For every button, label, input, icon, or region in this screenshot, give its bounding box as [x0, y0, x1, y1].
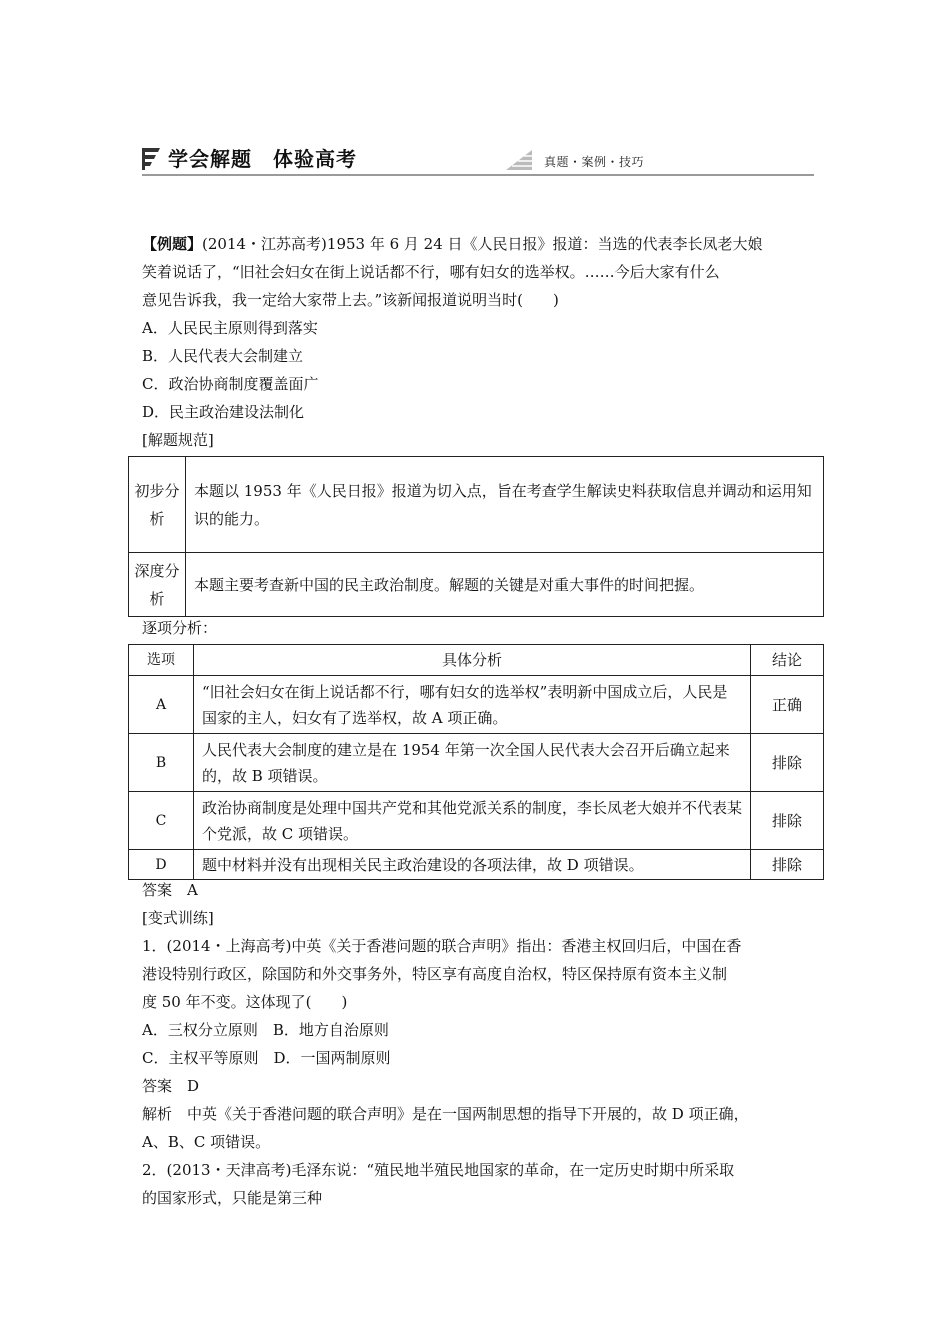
row-analysis: 政治协商制度是处理中国共产党和其他党派关系的制度，李长凤老大娘并不代表某个党派，故 C 项错误。 [194, 792, 751, 850]
analysis-text: 本题以 1953 年《人民日报》报道为切入点，旨在考查学生解读史料获取信息并调动和运用知识的能力。 [186, 457, 824, 553]
example-option-c: C．政治协商制度覆盖面广 [142, 375, 319, 393]
item-table [128, 644, 824, 880]
table-row [129, 457, 824, 553]
analysis-table [128, 456, 824, 617]
example-option-a: A．人民民主原则得到落实 [142, 319, 318, 337]
analysis-text: 本题主要考查新中国的民主政治制度。解题的关键是对重大事件的时间把握。 [186, 553, 824, 617]
answer-1: 答案 A [142, 881, 198, 899]
row-option: D [129, 850, 194, 880]
row-conclusion: 排除 [751, 734, 824, 792]
norm-label: [解题规范] [142, 431, 214, 449]
table-row [129, 850, 824, 880]
row-analysis: 题中材料并没有出现相关民主政治建设的各项法律，故 D 项错误。 [194, 850, 751, 880]
triangle-icon [506, 150, 532, 170]
q1-line-1: 1．(2014・上海高考)中英《关于香港问题的联合声明》指出：香港主权回归后，中国在香 [142, 937, 742, 955]
row-option: A [129, 676, 194, 734]
example-line-2: 笑着说话了，“旧社会妇女在街上说话都不行，哪有妇女的选举权。……今后大家有什么 [142, 263, 720, 281]
q1-line-2: 港设特别行政区，除国防和外交事务外，特区享有高度自治权，特区保持原有资本主义制 [142, 965, 728, 983]
q1-explain-1: 解析 中英《关于香港问题的联合声明》是在一国两制思想的指导下开展的，故 D 项正确， [142, 1105, 749, 1123]
example-text: (2014・江苏高考)1953 年 6 月 24 日《人民日报》报道：当选的代表李长凤老大娘 [202, 235, 763, 253]
analysis-label: 深度分析 [129, 553, 186, 617]
row-analysis: 人民代表大会制度的建立是在 1954 年第一次全国人民代表大会召开后确立起来的，故 B 项错误。 [194, 734, 751, 792]
banner-subtitle: 真题・案例・技巧 [544, 155, 645, 169]
q1-options-2: C．主权平等原则 D．一国两制原则 [142, 1049, 391, 1067]
row-conclusion: 排除 [751, 850, 824, 880]
q1-answer: 答案 D [142, 1077, 200, 1095]
row-option: C [129, 792, 194, 850]
q1-line-3: 度 50 年不变。这体现了( ) [142, 993, 348, 1011]
example-tag: 【例题】 [142, 235, 203, 253]
row-conclusion: 排除 [751, 792, 824, 850]
row-conclusion: 正确 [751, 676, 824, 734]
analysis-label: 初步分析 [129, 457, 186, 553]
example-option-d: D．民主政治建设法制化 [142, 403, 305, 421]
table-row [129, 553, 824, 617]
section-banner [142, 140, 814, 176]
example-line-1 [142, 230, 822, 258]
table-row [129, 676, 824, 734]
item-analysis-label: 逐项分析： [142, 619, 218, 637]
example-option-b: B．人民代表大会制建立 [142, 347, 304, 365]
stripes-icon [142, 148, 160, 170]
example-line-3: 意见告诉我，我一定给大家带上去。”该新闻报道说明当时( ) [142, 291, 559, 309]
header-conclusion: 结论 [751, 645, 824, 676]
variant-label: [变式训练] [142, 909, 214, 927]
table-row [129, 792, 824, 850]
banner-title: 学会解题 体验高考 [168, 147, 357, 171]
q2-line-1: 2．(2013・天津高考)毛泽东说：“殖民地半殖民地国家的革命，在一定历史时期中所采取 [142, 1161, 735, 1179]
row-analysis: “旧社会妇女在街上说话都不行，哪有妇女的选举权”表明新中国成立后，人民是国家的主人，妇女有了选举权，故 A 项正确。 [194, 676, 751, 734]
q1-options-1: A．三权分立原则 B．地方自治原则 [142, 1021, 389, 1039]
header-option: 选项 [129, 645, 194, 676]
table-header-row [129, 645, 824, 676]
q1-explain-2: A、B、C 项错误。 [142, 1133, 271, 1151]
table-row [129, 734, 824, 792]
header-analysis: 具体分析 [194, 645, 751, 676]
row-option: B [129, 734, 194, 792]
q2-line-2: 的国家形式，只能是第三种 [142, 1189, 323, 1207]
